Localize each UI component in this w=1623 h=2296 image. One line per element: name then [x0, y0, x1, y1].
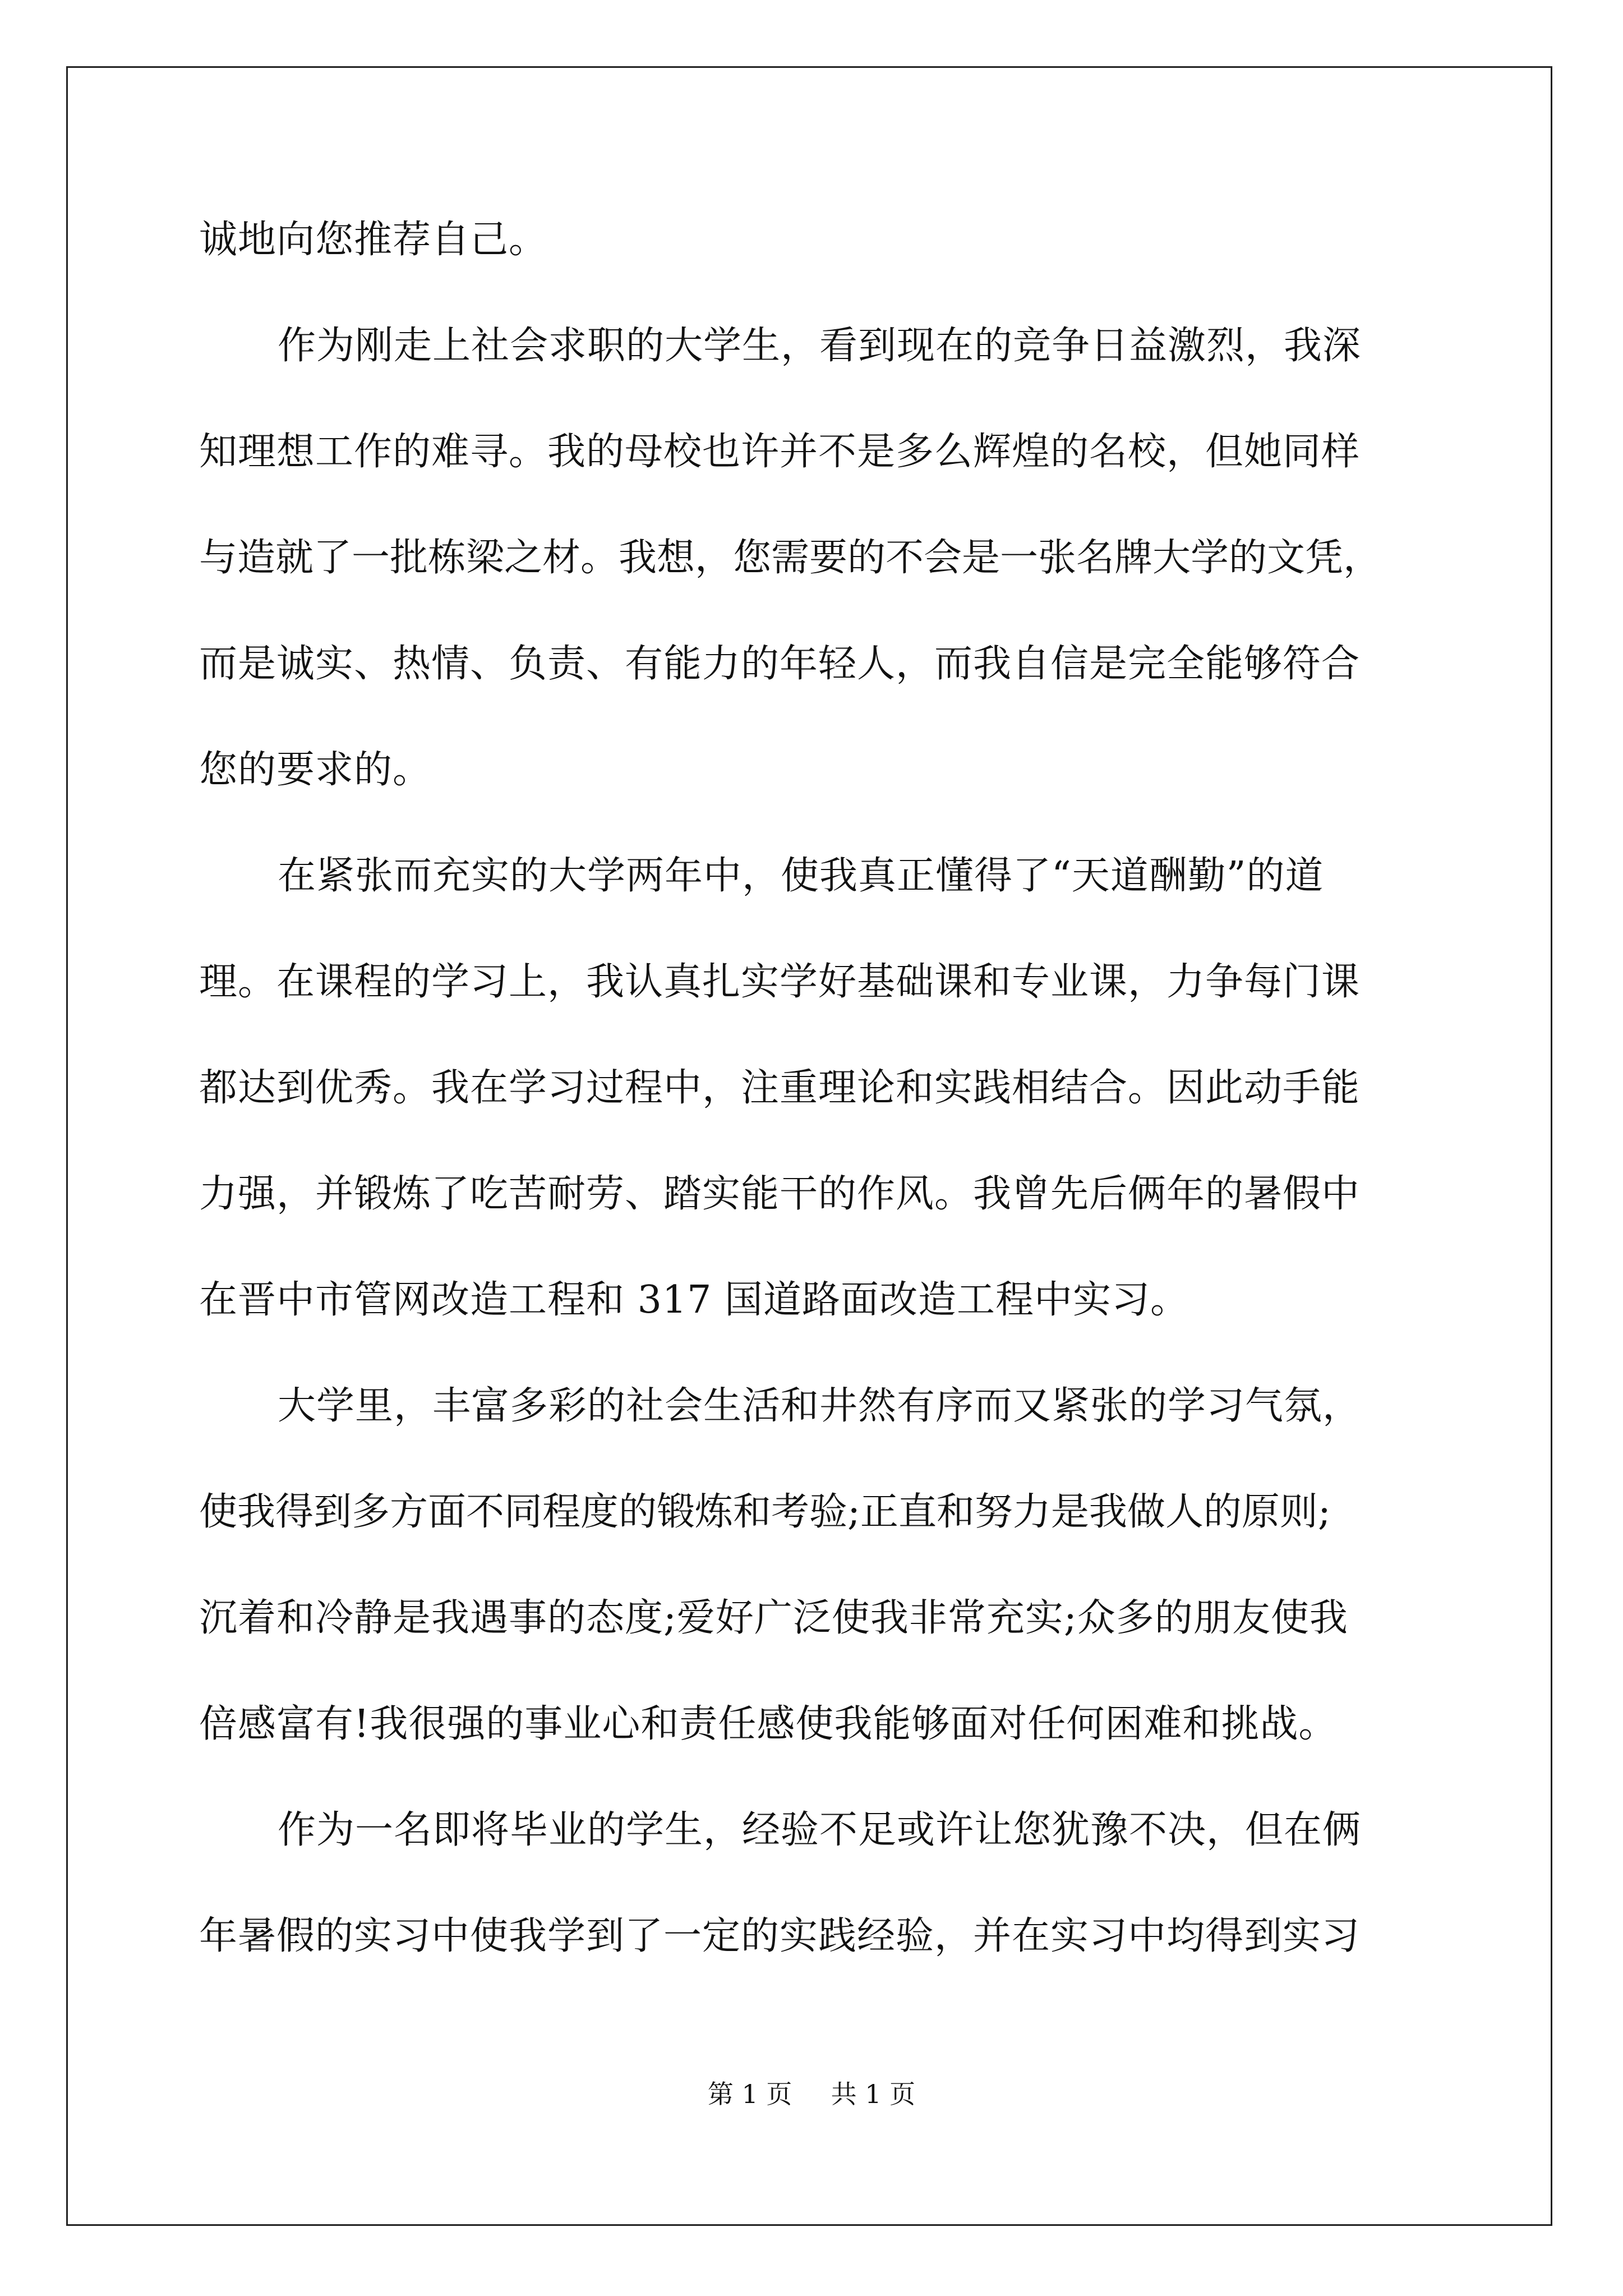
text-line: 在晋中市管网改造工程和 317 国道路面改造工程中实习。	[199, 1278, 1189, 1322]
text-line: 沉着和冷静是我遇事的态度;爱好广泛使我非常充实;众多的朋友使我	[199, 1596, 1348, 1640]
paragraph-start-line: 作为刚走上社会求职的大学生，看到现在的竞争日益激烈，我深	[278, 324, 1362, 368]
text-line: 使我得到多方面不同程度的锻炼和考验;正直和努力是我做人的原则;	[199, 1490, 1331, 1534]
paragraph-start-line: 大学里，丰富多彩的社会生活和井然有序而又紧张的学习气氛，	[278, 1384, 1362, 1428]
text-line: 诚地向您推荐自己。	[199, 218, 548, 262]
text-line: 您的要求的。	[199, 748, 432, 792]
text-line: 倍感富有!我很强的事业心和责任感使我能够面对任何困难和挑战。	[199, 1702, 1338, 1746]
paragraph-start-line: 作为一名即将毕业的学生，经验不足或许让您犹豫不决，但在俩	[278, 1808, 1362, 1852]
text-line: 而是诚实、热情、负责、有能力的年轻人，而我自信是完全能够符合	[199, 642, 1361, 686]
text-line: 力强，并锻炼了吃苦耐劳、踏实能干的作风。我曾先后俩年的暑假中	[199, 1172, 1361, 1216]
paragraph-start-line: 在紧张而充实的大学两年中，使我真正懂得了“天道酬勤”的道	[278, 854, 1324, 898]
page-number: 第 1 页	[707, 2079, 792, 2109]
page-footer	[0, 2077, 1623, 2111]
text-line: 与造就了一批栋梁之材。我想，您需要的不会是一张名牌大学的文凭，	[199, 536, 1382, 580]
text-line: 理。在课程的学习上，我认真扎实学好基础课和专业课，力争每门课	[199, 960, 1361, 1004]
text-line: 都达到优秀。我在学习过程中，注重理论和实践相结合。因此动手能	[199, 1066, 1361, 1110]
text-line: 知理想工作的难寻。我的母校也许并不是多么辉煌的名校，但她同样	[199, 430, 1361, 474]
text-line: 年暑假的实习中使我学到了一定的实践经验，并在实习中均得到实习	[199, 1914, 1361, 1958]
document-body	[199, 206, 1433, 2009]
page-total: 共 1 页	[831, 2079, 916, 2109]
